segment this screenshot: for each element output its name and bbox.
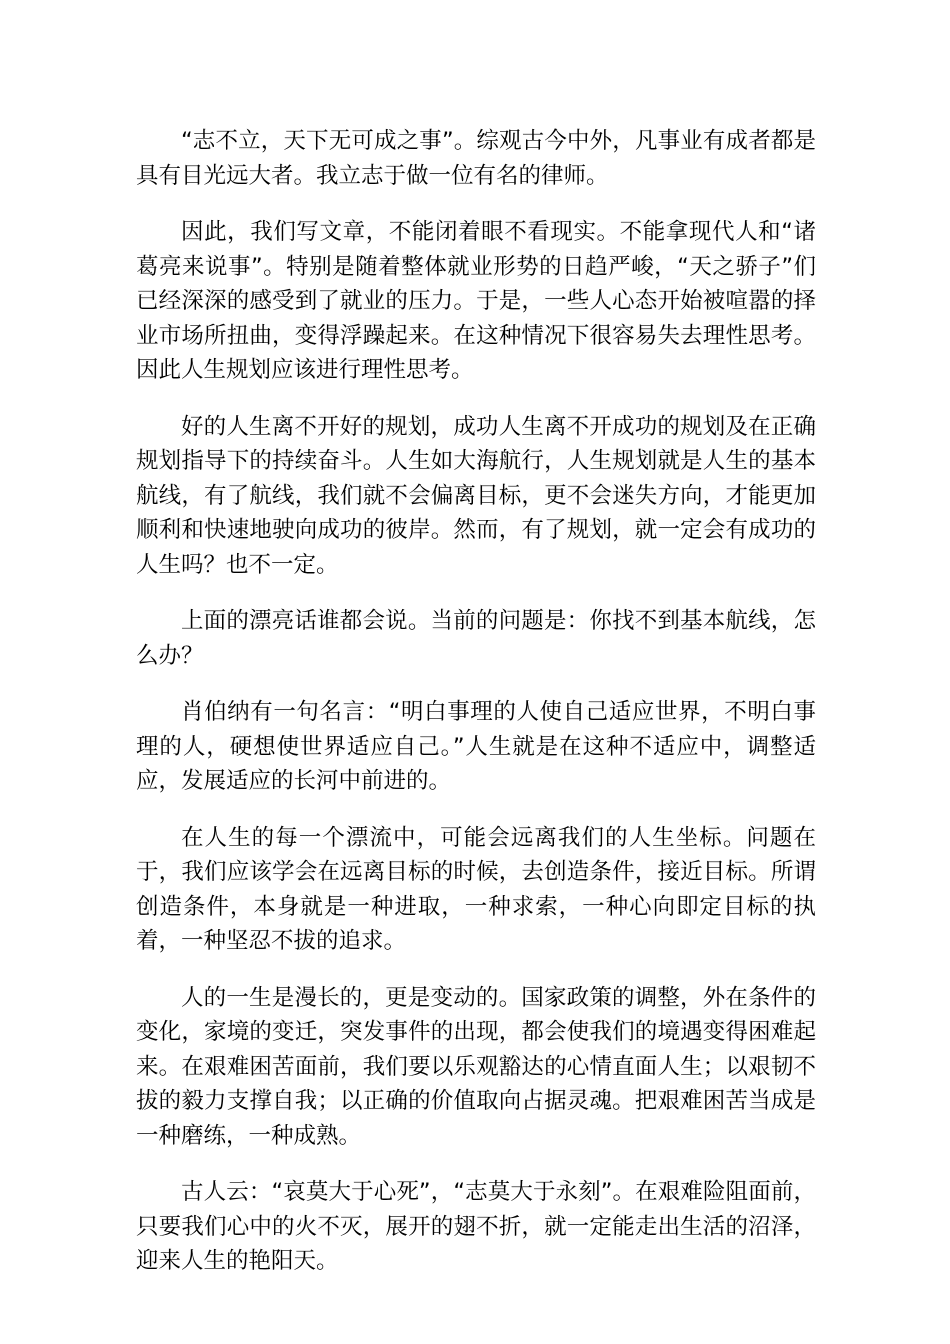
document-body: [136, 124, 816, 1301]
paragraph-7: 人的一生是漫长的，更是变动的。国家政策的调整，外在条件的变化，家境的变迁，突发事件的出现，都会使我们的境遇变得困难起来。在艰难困苦面前，我们要以乐观豁达的心情直面人生；以艰韧不拔的毅力支撑自我；以正确的价值取向占据灵魂。把艰难困苦当成是一种磨练，一种成熟。: [136, 984, 816, 1149]
paragraph-1: “志不立，天下无可成之事”。综观古今中外，凡事业有成者都是具有目光远大者。我立志于做一位有名的律师。: [136, 128, 816, 189]
paragraph-5: 肖伯纳有一句名言：“明白事理的人使自己适应世界，不明白事理的人，硬想使世界适应自己。”人生就是在这种不适应中，调整适应，发展适应的长河中前进的。: [136, 699, 816, 794]
paragraph-4: 上面的漂亮话谁都会说。当前的问题是：你找不到基本航线，怎么办？: [136, 608, 816, 669]
paragraph-6: 在人生的每一个漂流中，可能会远离我们的人生坐标。问题在于，我们应该学会在远离目标的时候，去创造条件，接近目标。所谓创造条件，本身就是一种进取，一种求索，一种心向即定目标的执着，一种坚忍不拔的追求。: [136, 824, 816, 954]
paragraph-2: 因此，我们写文章，不能闭着眼不看现实。不能拿现代人和“诸葛亮来说事”。特别是随着整体就业形势的日趋严峻，“天之骄子”们已经深深的感受到了就业的压力。于是，一些人心态开始被喧嚣的择业市场所扭曲，变得浮躁起来。在这种情况下很容易失去理性思考。因此人生规划应该进行理性思考。: [136, 219, 816, 383]
paragraph-8: 古人云：“哀莫大于心死”，“志莫大于永刻”。在艰难险阻面前，只要我们心中的火不灭，展开的翅不折，就一定能走出生活的沼泽，迎来人生的艳阳天。: [136, 1179, 816, 1274]
paragraph-3: 好的人生离不开好的规划，成功人生离不开成功的规划及在正确规划指导下的持续奋斗。人生如大海航行，人生规划就是人生的基本航线，有了航线，我们就不会偏离目标，更不会迷失方向，才能更加顺利和快速地驶向成功的彼岸。然而，有了规划，就一定会有成功的人生吗？也不一定。: [136, 413, 816, 578]
